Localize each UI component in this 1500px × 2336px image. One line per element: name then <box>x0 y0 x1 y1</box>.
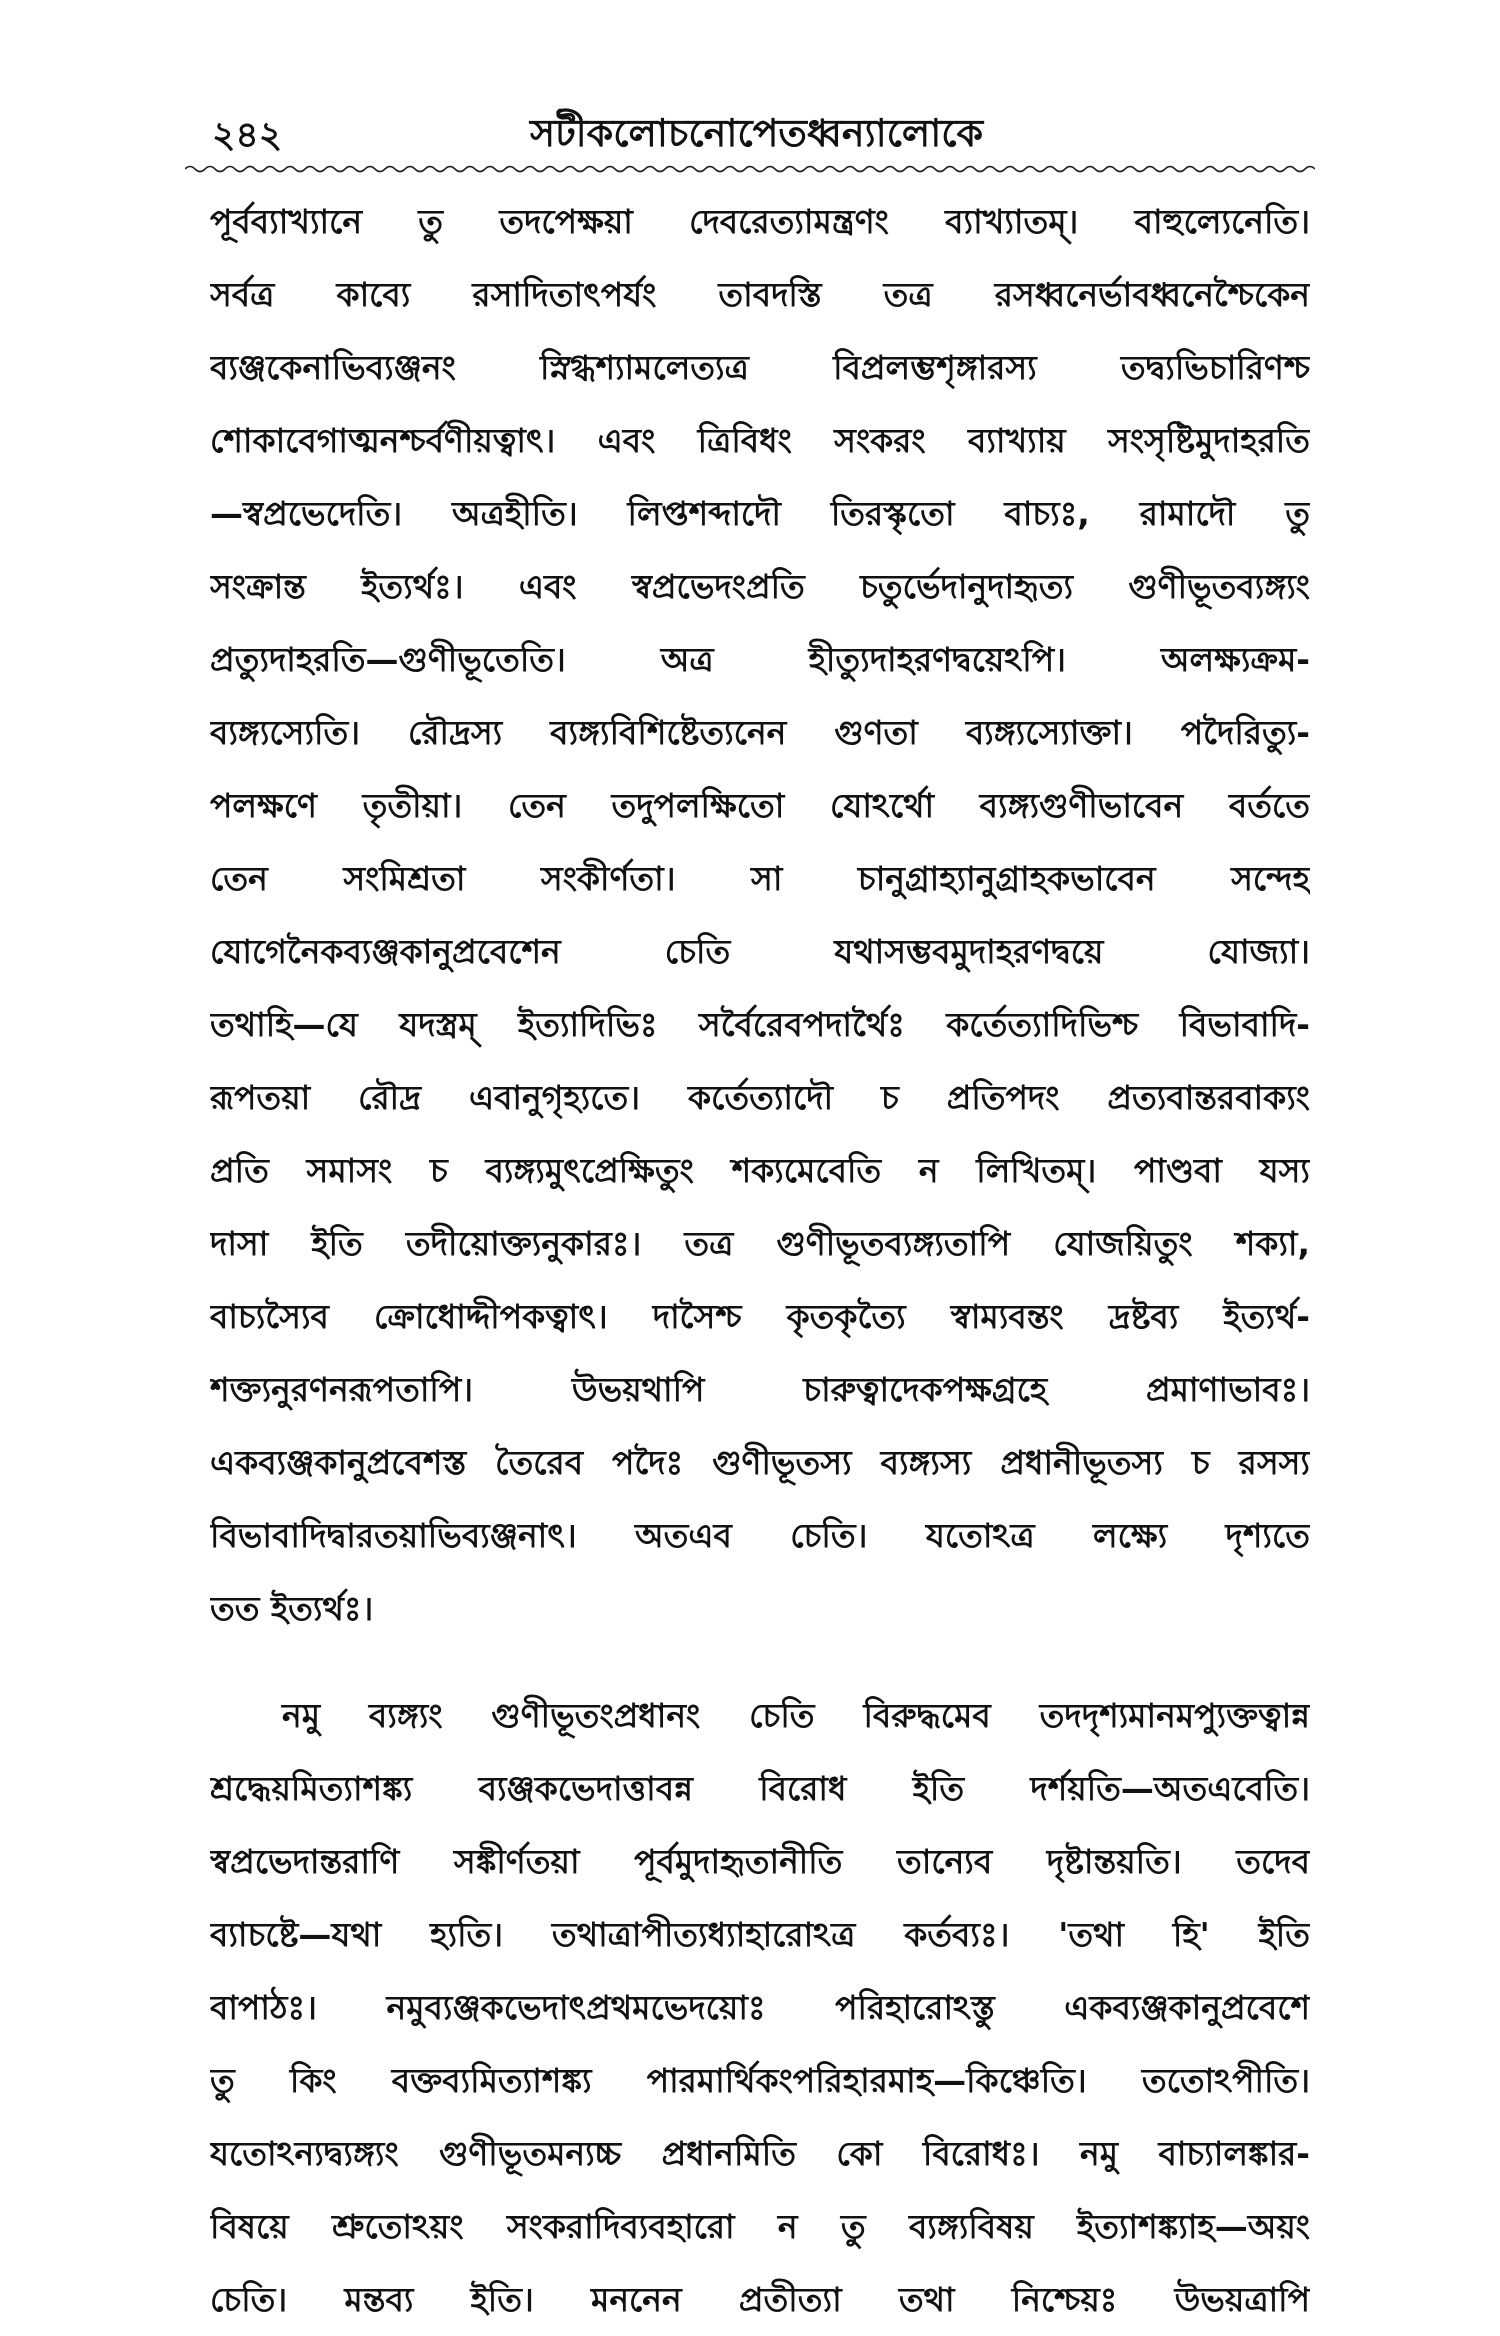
page-header <box>200 100 1300 160</box>
text-line: যতোঽন্যদ্ব্যঙ্গ্যং গুণীভূতমন্যচ্চ প্রধানমিতি কো বিরোধঃ। নমু বাচ্যালঙ্কার- <box>210 2134 1310 2173</box>
text-line: যোগেনৈকব্যঞ্জকানুপ্রবেশেন চেতি যথাসম্ভবমুদাহরণদ্বয়ে যোজ্যা। <box>210 932 1310 971</box>
text-line: বিভাবাদিদ্বারতয়াভিব্যঞ্জনাৎ। অতএব চেতি। যতোঽত্র লক্ষ্যে দৃশ্যতে <box>210 1516 1310 1555</box>
text-line: তু কিং বক্তব্যমিত্যাশঙ্ক্য পারমার্থিকংপরিহারমাহ—কিঞ্চেতি। ততোঽপীতি। <box>210 2061 1310 2100</box>
text-line: প্রতি সমাসং চ ব্যঙ্গ্যমুৎপ্রেক্ষিতুং শক্যমেবেতি ন লিখিতম্। পাণ্ডবা যস্য <box>210 1151 1310 1190</box>
text-line: স্বপ্রভেদান্তরাণি সঙ্কীর্ণতয়া পূর্বমুদাহৃতানীতি তান্যেব দৃষ্টান্তয়তি। তদেব <box>210 1842 1310 1881</box>
text-line: তেন সংমিশ্রতা সংকীর্ণতা। সা চানুগ্রাহ্যানুগ্রাহকভাবেন সন্দেহ <box>210 859 1310 898</box>
header-wavy-rule <box>185 162 1315 176</box>
running-title: সটীকলোচনোপেতধ্বন্যালোকে <box>530 111 984 155</box>
text-line: ব্যঞ্জকেনাভিব্যঞ্জনং স্নিগ্ধশ্যামলেত্যত্র বিপ্রলম্ভশৃঙ্গারস্য তদ্ব্যভিচারিণশ্চ <box>210 348 1310 387</box>
text-line: পূর্বব্যাখ্যানে তু তদপেক্ষয়া দেবরেত্যামন্ত্রণং ব্যাখ্যাতম্। বাহুল্যেনেতি। <box>210 202 1310 241</box>
text-line: রূপতয়া রৌদ্র এবানুগৃহ্যতে। কর্তেত্যাদৌ চ প্রতিপদং প্রত্যবান্তরবাক্যং <box>210 1078 1310 1117</box>
text-line: প্রত্যুদাহরতি—গুণীভূতেতি। অত্র হীত্যুদাহরণদ্বয়েঽপি। অলক্ষ্যক্রম- <box>210 640 1310 679</box>
text-line: সর্বত্র কাব্যে রসাদিতাৎপর্যং তাবদস্তি তত্র রসধ্বনের্ভাবধ্বনেশ্চৈকেন <box>210 275 1310 314</box>
text-line: শ্রদ্ধেয়মিত্যাশঙ্ক্য ব্যঞ্জকভেদাত্তাবন্ন বিরোধ ইতি দর্শয়তি—অতএবেতি। <box>210 1769 1310 1808</box>
text-line: ব্যঙ্গ্যস্যেতি। রৌদ্রস্য ব্যঙ্গ্যবিশিষ্টেত্যনেন গুণতা ব্যঙ্গ্যস্যোক্তা। পদৈরিত্যু- <box>210 713 1310 752</box>
text-line: পলক্ষণে তৃতীয়া। তেন তদুপলক্ষিতো যোঽর্থো ব্যঙ্গ্যগুণীভাবেন বর্ততে <box>210 786 1310 825</box>
text-line: চেতি। মন্তব্য ইতি। মননেন প্রতীত্যা তথা নিশ্চেয়ঃ উভয়ত্রাপি <box>210 2280 1310 2319</box>
body-text <box>210 185 1310 2336</box>
text-line: শোকাবেগাত্মনশ্চর্বণীয়ত্বাৎ। এবং ত্রিবিধং সংকরং ব্যাখ্যায় সংসৃষ্টিমুদাহরতি <box>210 421 1310 460</box>
text-line: বাচ্যস্যৈব ক্রোধোদ্দীপকত্বাৎ। দাসৈশ্চ কৃতকৃত্যৈ স্বাম্যবন্তং দ্রষ্টব্য ইত্যর্থ- <box>210 1297 1310 1336</box>
text-line: ব্যাচষ্টে—যথা হ্যতি। তথাত্রাপীত্যধ্যাহারোঽত্র কর্তব্যঃ। 'তথা হি' ইতি <box>210 1915 1310 1954</box>
text-line: নমু ব্যঙ্গ্যং গুণীভূতংপ্রধানং চেতি বিরুদ্ধমেব তদদৃশ্যমানমপ্যুক্তত্বান্ন <box>282 1696 1310 1735</box>
paragraph-1 <box>210 185 1310 1645</box>
page-number: ২৪২ <box>212 115 283 156</box>
paragraph-gap <box>210 1645 1310 1679</box>
text-line: তথাহি—যে যদস্ত্রম্ ইত্যাদিভিঃ সর্বৈরেবপদার্থৈঃ কর্তেত্যাদিভিশ্চ বিভাবাদি- <box>210 1005 1310 1044</box>
text-line: বিষয়ে শ্রুতোঽয়ং সংকরাদিব্যবহারো ন তু ব্যঙ্গ্যবিষয় ইত্যাশঙ্ক্যাহ—অয়ং <box>210 2207 1310 2246</box>
text-line: —স্বপ্রভেদেতি। অত্রহীতি। লিপ্তশব্দাদৌ তিরস্কৃতো বাচ্যঃ, রামাদৌ তু <box>210 494 1310 533</box>
paragraph-2 <box>210 1679 1310 2336</box>
text-line: শক্ত্যনুরণনরূপতাপি। উভয়থাপি চারুত্বাদেকপক্ষগ্রহে প্রমাণাভাবঃ। <box>210 1370 1310 1409</box>
text-line: তত ইত্যর্থঃ। <box>210 1589 374 1628</box>
text-line: একব্যঞ্জকানুপ্রবেশস্ত তৈরেব পদৈঃ গুণীভূতস্য ব্যঙ্গ্যস্য প্রধানীভূতস্য চ রসস্য <box>210 1443 1310 1482</box>
text-line: সংক্রান্ত ইত্যর্থঃ। এবং স্বপ্রভেদংপ্রতি চতুর্ভেদানুদাহৃত্য গুণীভূতব্যঙ্গ্যং <box>210 567 1310 606</box>
text-line: বাপাঠঃ। নমুব্যঞ্জকভেদাৎপ্রথমভেদয়োঃ পরিহারোঽস্তু একব্যঞ্জকানুপ্রবেশে <box>210 1988 1310 2027</box>
text-line: দাসা ইতি তদীয়োক্ত্যনুকারঃ। তত্র গুণীভূতব্যঙ্গ্যতাপি যোজয়িতুং শক্যা, <box>210 1224 1310 1263</box>
